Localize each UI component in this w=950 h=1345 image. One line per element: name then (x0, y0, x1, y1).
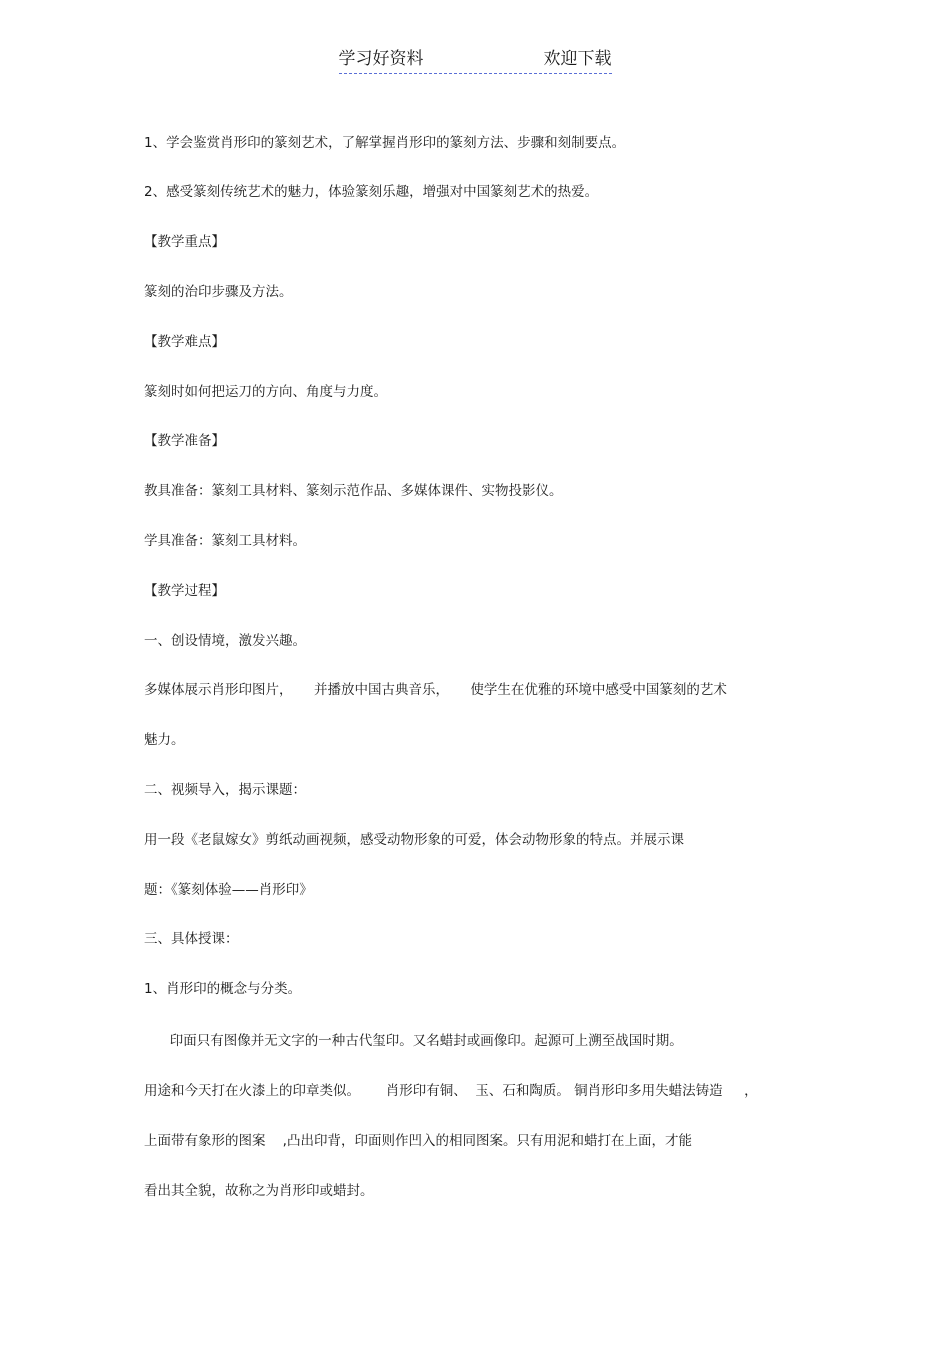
concept-paragraph-line-1: 印面只有图像并无文字的一种古代玺印。又名蜡封或画像印。起源可上溯至战国时期。 (144, 1033, 683, 1049)
section-2-paragraph-line-2: 题：《篆刻体验——肖形印》 (144, 882, 313, 898)
concept-paragraph-line-2: 用途和今天打在火漆上的印章类似。 肖形印有铜、 玉、石和陶质。 铜肖形印多用失蜡法铸造 ， (144, 1083, 758, 1099)
section-1-paragraph-line-2: 魅力。 (144, 732, 185, 748)
section-2-paragraph-line-1: 用一段《老鼠嫁女》剪纸动画视频，感受动物形象的可爱，体会动物形象的特点。并展示课 (144, 832, 684, 848)
student-preparation: 学具准备：篆刻工具材料。 (144, 533, 306, 549)
heading-difficulties: 【教学难点】 (144, 334, 225, 350)
section-1-title: 一、创设情境，激发兴趣。 (144, 633, 306, 649)
header-right-text: 欢迎下载 (543, 49, 612, 69)
heading-key-points: 【教学重点】 (144, 234, 225, 250)
header-underline (339, 46, 612, 74)
objective-2: 2、感受篆刻传统艺术的魅力，体验篆刻乐趣，增强对中国篆刻艺术的热爱。 (144, 184, 599, 200)
section-2-title: 二、视频导入，揭示课题： (144, 782, 306, 798)
objective-1: 1、学会鉴赏肖形印的篆刻艺术，了解掌握肖形印的篆刻方法、步骤和刻制要点。 (144, 135, 626, 151)
page-header (0, 46, 950, 74)
header-left-text: 学习好资料 (338, 49, 424, 69)
concept-paragraph-line-4: 看出其全貌，故称之为肖形印或蜡封。 (144, 1183, 374, 1199)
subsection-1-title: 1、肖形印的概念与分类。 (144, 981, 302, 997)
heading-process: 【教学过程】 (144, 583, 225, 599)
heading-preparation: 【教学准备】 (144, 433, 225, 449)
difficulties-text: 篆刻时如何把运刀的方向、角度与力度。 (144, 384, 387, 400)
concept-paragraph-line-3: 上面带有象形的图案 ,凸出印背，印面则作凹入的相同图案。只有用泥和蜡打在上面，才能 (144, 1133, 692, 1149)
key-points-text: 篆刻的治印步骤及方法。 (144, 284, 293, 300)
section-1-paragraph-line-1: 多媒体展示肖形印图片， 并播放中国古典音乐， 使学生在优雅的环境中感受中国篆刻的艺术 (144, 682, 727, 698)
section-3-title: 三、具体授课： (144, 931, 239, 947)
teacher-preparation: 教具准备：篆刻工具材料、篆刻示范作品、多媒体课件、实物投影仪。 (144, 483, 563, 499)
